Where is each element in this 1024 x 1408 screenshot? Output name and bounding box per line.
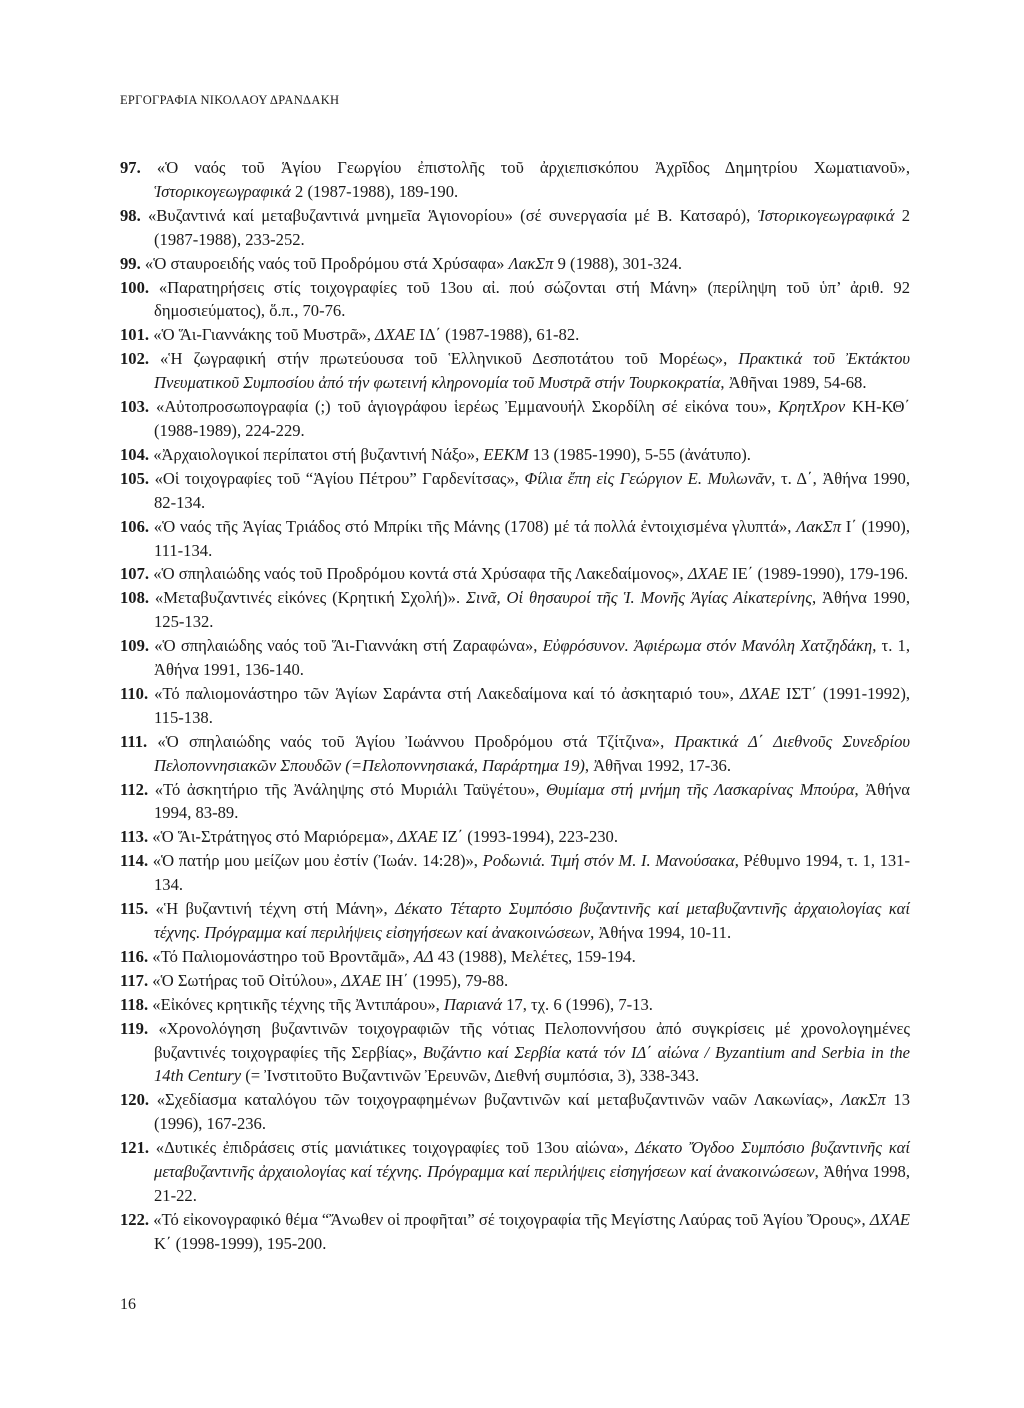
entry-number: 121. bbox=[120, 1138, 150, 1158]
entry-text: (= Ἰνστιτοῦτο Βυζαντινῶν Ἐρευνῶν, Διεθνή συμπόσια, 3), 338-343. bbox=[241, 1066, 700, 1086]
entry-text: «Τό παλιομονάστηρο τῶν Ἁγίων Σαράντα στή Λακεδαίμονα καί τό ἀσκηταριό του», bbox=[148, 683, 740, 703]
publication-title: ΛακΣπ bbox=[508, 253, 554, 273]
bibliography-entry bbox=[120, 682, 910, 730]
entry-text: «Χρονολόγηση βυζαντινῶν τοιχογραφιῶν τῆς νότιας Πελοποννήσου ἀπό συγκρίσεις μέ χρονολογημένες βυζαντινές τοιχογραφίες τῆς Σερβίας», bbox=[148, 1018, 910, 1062]
entry-text: ΙΣΤ΄ (1991-1992), 115-138. bbox=[154, 683, 910, 727]
entry-text: «Σχεδίασμα καταλόγου τῶν τοιχογραφημένων βυζαντινῶν καί μεταβυζαντινῶν ναῶν Λακωνίας», bbox=[149, 1090, 841, 1110]
entry-number: 97. bbox=[120, 158, 141, 177]
bibliography-entry bbox=[120, 323, 910, 347]
publication-title: Πρακτικά τοῦ Ἐκτάκτου Πνευματικοῦ Συμποσίου ἀπό τήν φωτεινή κληρονομία τοῦ Μυστρᾶ στήν Τουρκοκρατία bbox=[154, 349, 910, 393]
entry-number: 101. bbox=[120, 325, 150, 345]
bibliography-entry bbox=[120, 993, 910, 1017]
publication-title: ΔΧΑΕ bbox=[375, 325, 416, 345]
publication-title: ΕΕΚΜ bbox=[483, 444, 529, 464]
page-number: 16 bbox=[120, 1296, 136, 1313]
publication-title: Φίλια ἔπη εἰς Γεώργιον Ε. Μυλωνᾶν bbox=[524, 468, 772, 488]
bibliography-entry bbox=[120, 778, 910, 826]
publication-title: ΔΧΑΕ bbox=[397, 827, 438, 847]
entry-text: 2 (1987-1988), 189-190. bbox=[290, 181, 459, 201]
entry-text: ΙΔ΄ (1987-1988), 61-82. bbox=[415, 325, 580, 345]
entry-text: «Ἀρχαιολογικοί περίπατοι στή βυζαντινή Νάξο», bbox=[149, 444, 484, 464]
bibliography-entry bbox=[120, 897, 910, 945]
entry-text: «Ὁ ναός τοῦ Ἁγίου Γεωργίου ἐπιστολῆς τοῦ ἀρχιεπισκόπου Ἀχρῖδος Δημητρίου Χωματιανοῦ», bbox=[140, 158, 910, 177]
publication-title: Ἱστορικογεωγραφικά bbox=[757, 205, 895, 225]
entry-text: 17, τχ. 6 (1996), 7-13. bbox=[501, 994, 653, 1014]
entry-text: «Ἡ βυζαντινή τέχνη στή Μάνη», bbox=[148, 899, 396, 919]
entry-text: Κ΄ (1998-1999), 195-200. bbox=[154, 1233, 327, 1253]
bibliography-entry bbox=[120, 395, 910, 443]
bibliography-entry bbox=[120, 443, 910, 467]
entry-text: «Ὁ σπηλαιώδης ναός τοῦ Ἁγίου Ἰωάννου Προδρόμου στά Τζίτζινα», bbox=[147, 731, 675, 751]
entry-text: ΚΗ-ΚΘ΄ (1988-1989), 224-229. bbox=[154, 397, 910, 440]
bibliography-entry bbox=[120, 730, 910, 778]
entry-text: 13 (1996), 167-236. bbox=[154, 1090, 910, 1134]
publication-title: Ἱστορικογεωγραφικά bbox=[154, 181, 291, 201]
publication-title: Σινᾶ, Οἱ θησαυροί τῆς Ἱ. Μονῆς Ἁγίας Αἰκατερίνης bbox=[465, 588, 812, 608]
entry-text: 9 (1988), 301-324. bbox=[553, 253, 683, 273]
entry-text: «Βυζαντινά καί μεταβυζαντινά μνημεῖα Ἁγιονορίου» (σέ συνεργασία μέ Β. Κατσαρό), bbox=[140, 205, 758, 225]
entry-text: , Ἀθήνα 1994, 83-89. bbox=[154, 779, 910, 823]
publication-title: ΛακΣπ bbox=[840, 1090, 886, 1110]
entry-number: 99. bbox=[120, 253, 141, 273]
entry-text: , Ἀθήνα 1994, 10-11. bbox=[590, 923, 732, 942]
entry-number: 117. bbox=[120, 970, 149, 990]
entry-text: Ι΄ (1990), 111-134. bbox=[154, 516, 910, 560]
entry-text: «Παρατηρήσεις στίς τοιχογραφίες τοῦ 13ου αἰ. πού σώζονται στή Μάνη» (περίληψη τοῦ ὑπ’ ἀριθ. 92 δημοσιεύματος), ὅ.π., 70-76. bbox=[149, 277, 910, 321]
running-head: ΕΡΓΟΓΡΑΦΙΑ ΝΙΚΟΛΑΟΥ ΔΡΑΝΔΑΚΗ bbox=[120, 93, 340, 107]
bibliography-entry bbox=[120, 969, 910, 993]
entry-text: «Ὁ πατήρ μου μείζων μου ἐστίν (Ἰωάν. 14:28)», bbox=[148, 851, 483, 871]
bibliography-entry bbox=[120, 1208, 910, 1256]
entry-number: 120. bbox=[120, 1090, 150, 1110]
publication-title: Εὐφρόσυνον. Ἀφιέρωμα στόν Μανόλη Χατζηδάκη bbox=[542, 636, 873, 656]
entry-text: «Εἰκόνες κρητικῆς τέχνης τῆς Ἀντιπάρου», bbox=[148, 994, 444, 1014]
entry-number: 114. bbox=[120, 851, 149, 871]
entry-text: «Ὁ σπηλαιώδης ναός τοῦ Ἅι-Γιαννάκη στή Ζαραφώνα», bbox=[149, 636, 543, 656]
entry-text: «Αὐτοπροσωπογραφία (;) τοῦ ἁγιογράφου ἱερέως Ἐμμανουήλ Σκορδίλη σέ εἰκόνα του», bbox=[149, 397, 779, 417]
bibliography-entry bbox=[120, 1136, 910, 1208]
entry-text: «Ὁ Ἅι-Γιαννάκης τοῦ Μυστρᾶ», bbox=[149, 325, 375, 345]
entry-number: 122. bbox=[120, 1209, 150, 1229]
entry-text: «Οἱ τοιχογραφίες τοῦ “Ἁγίου Πέτρου” Γαρδενίτσας», bbox=[149, 468, 525, 488]
entry-text: 2 (1987-1988), 233-252. bbox=[154, 205, 910, 249]
entry-number: 116. bbox=[120, 946, 149, 966]
bibliography-entry bbox=[120, 156, 910, 204]
entry-number: 112. bbox=[120, 779, 149, 799]
bibliography-entry bbox=[120, 276, 910, 324]
entry-number: 100. bbox=[120, 277, 150, 297]
entry-text: «Ὁ σπηλαιώδης ναός τοῦ Προδρόμου κοντά στά Χρύσαφα τῆς Λακεδαίμονος», bbox=[149, 564, 688, 584]
publication-title: ΛακΣπ bbox=[796, 516, 842, 536]
bibliography-entry bbox=[120, 515, 910, 563]
publication-title: Πρακτικά Δ΄ Διεθνοῦς Συνεδρίου Πελοποννησιακῶν Σπουδῶν (=Πελοποννησιακά, Παράρτημα 19) bbox=[154, 731, 911, 775]
entry-number: 118. bbox=[120, 994, 149, 1014]
entry-text: , τ. Δ΄, Ἀθήνα 1990, 82-134. bbox=[154, 468, 910, 512]
entry-number: 102. bbox=[120, 349, 150, 369]
entry-text: 13 (1985-1990), 5-55 (ἀνάτυπο). bbox=[528, 444, 751, 464]
bibliography-entry bbox=[120, 825, 910, 849]
publication-title: ΔΧΑΕ bbox=[739, 683, 781, 703]
bibliography-entry bbox=[120, 586, 910, 634]
entry-text: , Ἀθῆναι 1989, 54-68. bbox=[720, 373, 867, 393]
entry-number: 103. bbox=[120, 397, 150, 417]
publication-title: ΑΔ bbox=[413, 946, 434, 966]
entry-number: 110. bbox=[120, 683, 149, 703]
entry-text: «Τό ἀσκητήριο τῆς Ἀνάληψης στό Μυριάλι Ταϋγέτου», bbox=[148, 779, 547, 799]
publication-title: Ροδωνιά. Τιμή στόν Μ. Ι. Μανούσακα bbox=[482, 851, 735, 871]
publication-title: ΔΧΑΕ bbox=[341, 970, 382, 990]
publication-title: Δέκατο Τέταρτο Συμπόσιο βυζαντινῆς καί μεταβυζαντινῆς ἀρχαιολογίας καί τέχνης. Πρόγραμμα καί περιλήψεις εἰσηγήσεων καί ἀνακοινώσεων bbox=[154, 899, 910, 942]
bibliography-entry bbox=[120, 1088, 910, 1136]
entry-text: , Ἀθῆναι 1992, 17-36. bbox=[584, 755, 731, 775]
bibliography-entry bbox=[120, 204, 910, 252]
publication-title: ΔΧΑΕ bbox=[687, 564, 728, 584]
entry-text: «Ἡ ζωγραφική στήν πρωτεύουσα τοῦ Ἑλληνικοῦ Δεσποτάτου τοῦ Μορέως», bbox=[149, 349, 739, 369]
publication-title: Βυζάντιο καί Σερβία κατά τόν ΙΔ΄ αἰώνα / Byzantium and Serbia in the 14th Century bbox=[154, 1042, 910, 1086]
entry-number: 109. bbox=[120, 636, 150, 656]
entry-text: ΙΖ΄ (1993-1994), 223-230. bbox=[437, 827, 618, 847]
bibliography-entry bbox=[120, 467, 910, 515]
publication-title: Θυμίαμα στή μνήμη τῆς Λασκαρίνας Μπούρα bbox=[546, 779, 855, 799]
bibliography-entry bbox=[120, 1017, 910, 1089]
bibliography-entry bbox=[120, 347, 910, 395]
entry-number: 111. bbox=[120, 731, 148, 751]
entry-number: 113. bbox=[120, 827, 149, 847]
bibliography-entry bbox=[120, 945, 910, 969]
publication-title: Παριανά bbox=[443, 994, 502, 1014]
publication-title: ΚρητΧρον bbox=[778, 397, 846, 417]
bibliography-entry bbox=[120, 562, 910, 586]
entry-text: «Τό Παλιομονάστηρο τοῦ Βροντᾶμᾶ», bbox=[148, 946, 414, 966]
entry-number: 119. bbox=[120, 1018, 149, 1038]
bibliography-list bbox=[120, 156, 910, 1256]
entry-number: 108. bbox=[120, 588, 150, 608]
entry-text: «Ὁ Σωτήρας τοῦ Οἰτύλου», bbox=[148, 970, 342, 990]
bibliography-entry bbox=[120, 252, 910, 276]
entry-number: 98. bbox=[120, 205, 141, 225]
bibliography-entry bbox=[120, 849, 910, 897]
entry-text: «Μεταβυζαντινές εἰκόνες (Κρητική Σχολή)». bbox=[149, 588, 466, 608]
entry-text: , τ. 1, Ἀθήνα 1991, 136-140. bbox=[154, 636, 910, 680]
publication-title: ΔΧΑΕ bbox=[869, 1209, 910, 1229]
entry-text: «Ὁ ναός τῆς Ἁγίας Τριάδος στό Μπρίκι τῆς Μάνης (1708) μέ τά πολλά ἐντοιχισμένα γλυπτά», bbox=[149, 516, 797, 536]
entry-text: , Ρέθυμνο 1994, τ. 1, 131-134. bbox=[154, 851, 911, 895]
entry-text: ΙΕ΄ (1989-1990), 179-196. bbox=[727, 564, 909, 584]
publication-title: Δέκατο Ὄγδοο Συμπόσιο βυζαντινῆς καί μεταβυζαντινῆς ἀρχαιολογίας καί τέχνης. Πρόγραμμα καί περιλήψεις εἰσηγήσεων καί ἀνακοινώσεων bbox=[154, 1138, 910, 1182]
entry-number: 105. bbox=[120, 468, 150, 488]
entry-number: 104. bbox=[120, 444, 150, 464]
entry-text: «Δυτικές ἐπιδράσεις στίς μανιάτικες τοιχογραφίες τοῦ 13ου αἰώνα», bbox=[149, 1138, 636, 1158]
entry-text: «Ὁ Ἅι-Στράτηγος στό Μαριόρεμα», bbox=[148, 827, 398, 847]
entry-number: 107. bbox=[120, 564, 150, 584]
entry-text: , Ἀθήνα 1990, 125-132. bbox=[154, 588, 910, 632]
entry-text: 43 (1988), Μελέτες, 159-194. bbox=[433, 946, 636, 966]
entry-text: «Ὁ σταυροειδής ναός τοῦ Προδρόμου στά Χρύσαφα» bbox=[140, 253, 509, 273]
entry-number: 106. bbox=[120, 516, 150, 536]
entry-text: ΙΗ΄ (1995), 79-88. bbox=[381, 970, 509, 990]
bibliography-entry bbox=[120, 634, 910, 682]
entry-number: 115. bbox=[120, 899, 149, 919]
entry-text: , Ἀθήνα 1998, 21-22. bbox=[154, 1162, 910, 1205]
entry-text: «Τό εἰκονογραφικό θέμα “Ἄνωθεν οἱ προφῆται” σέ τοιχογραφία τῆς Μεγίστης Λαύρας τοῦ Ἁγίου Ὄρους», bbox=[149, 1209, 870, 1229]
